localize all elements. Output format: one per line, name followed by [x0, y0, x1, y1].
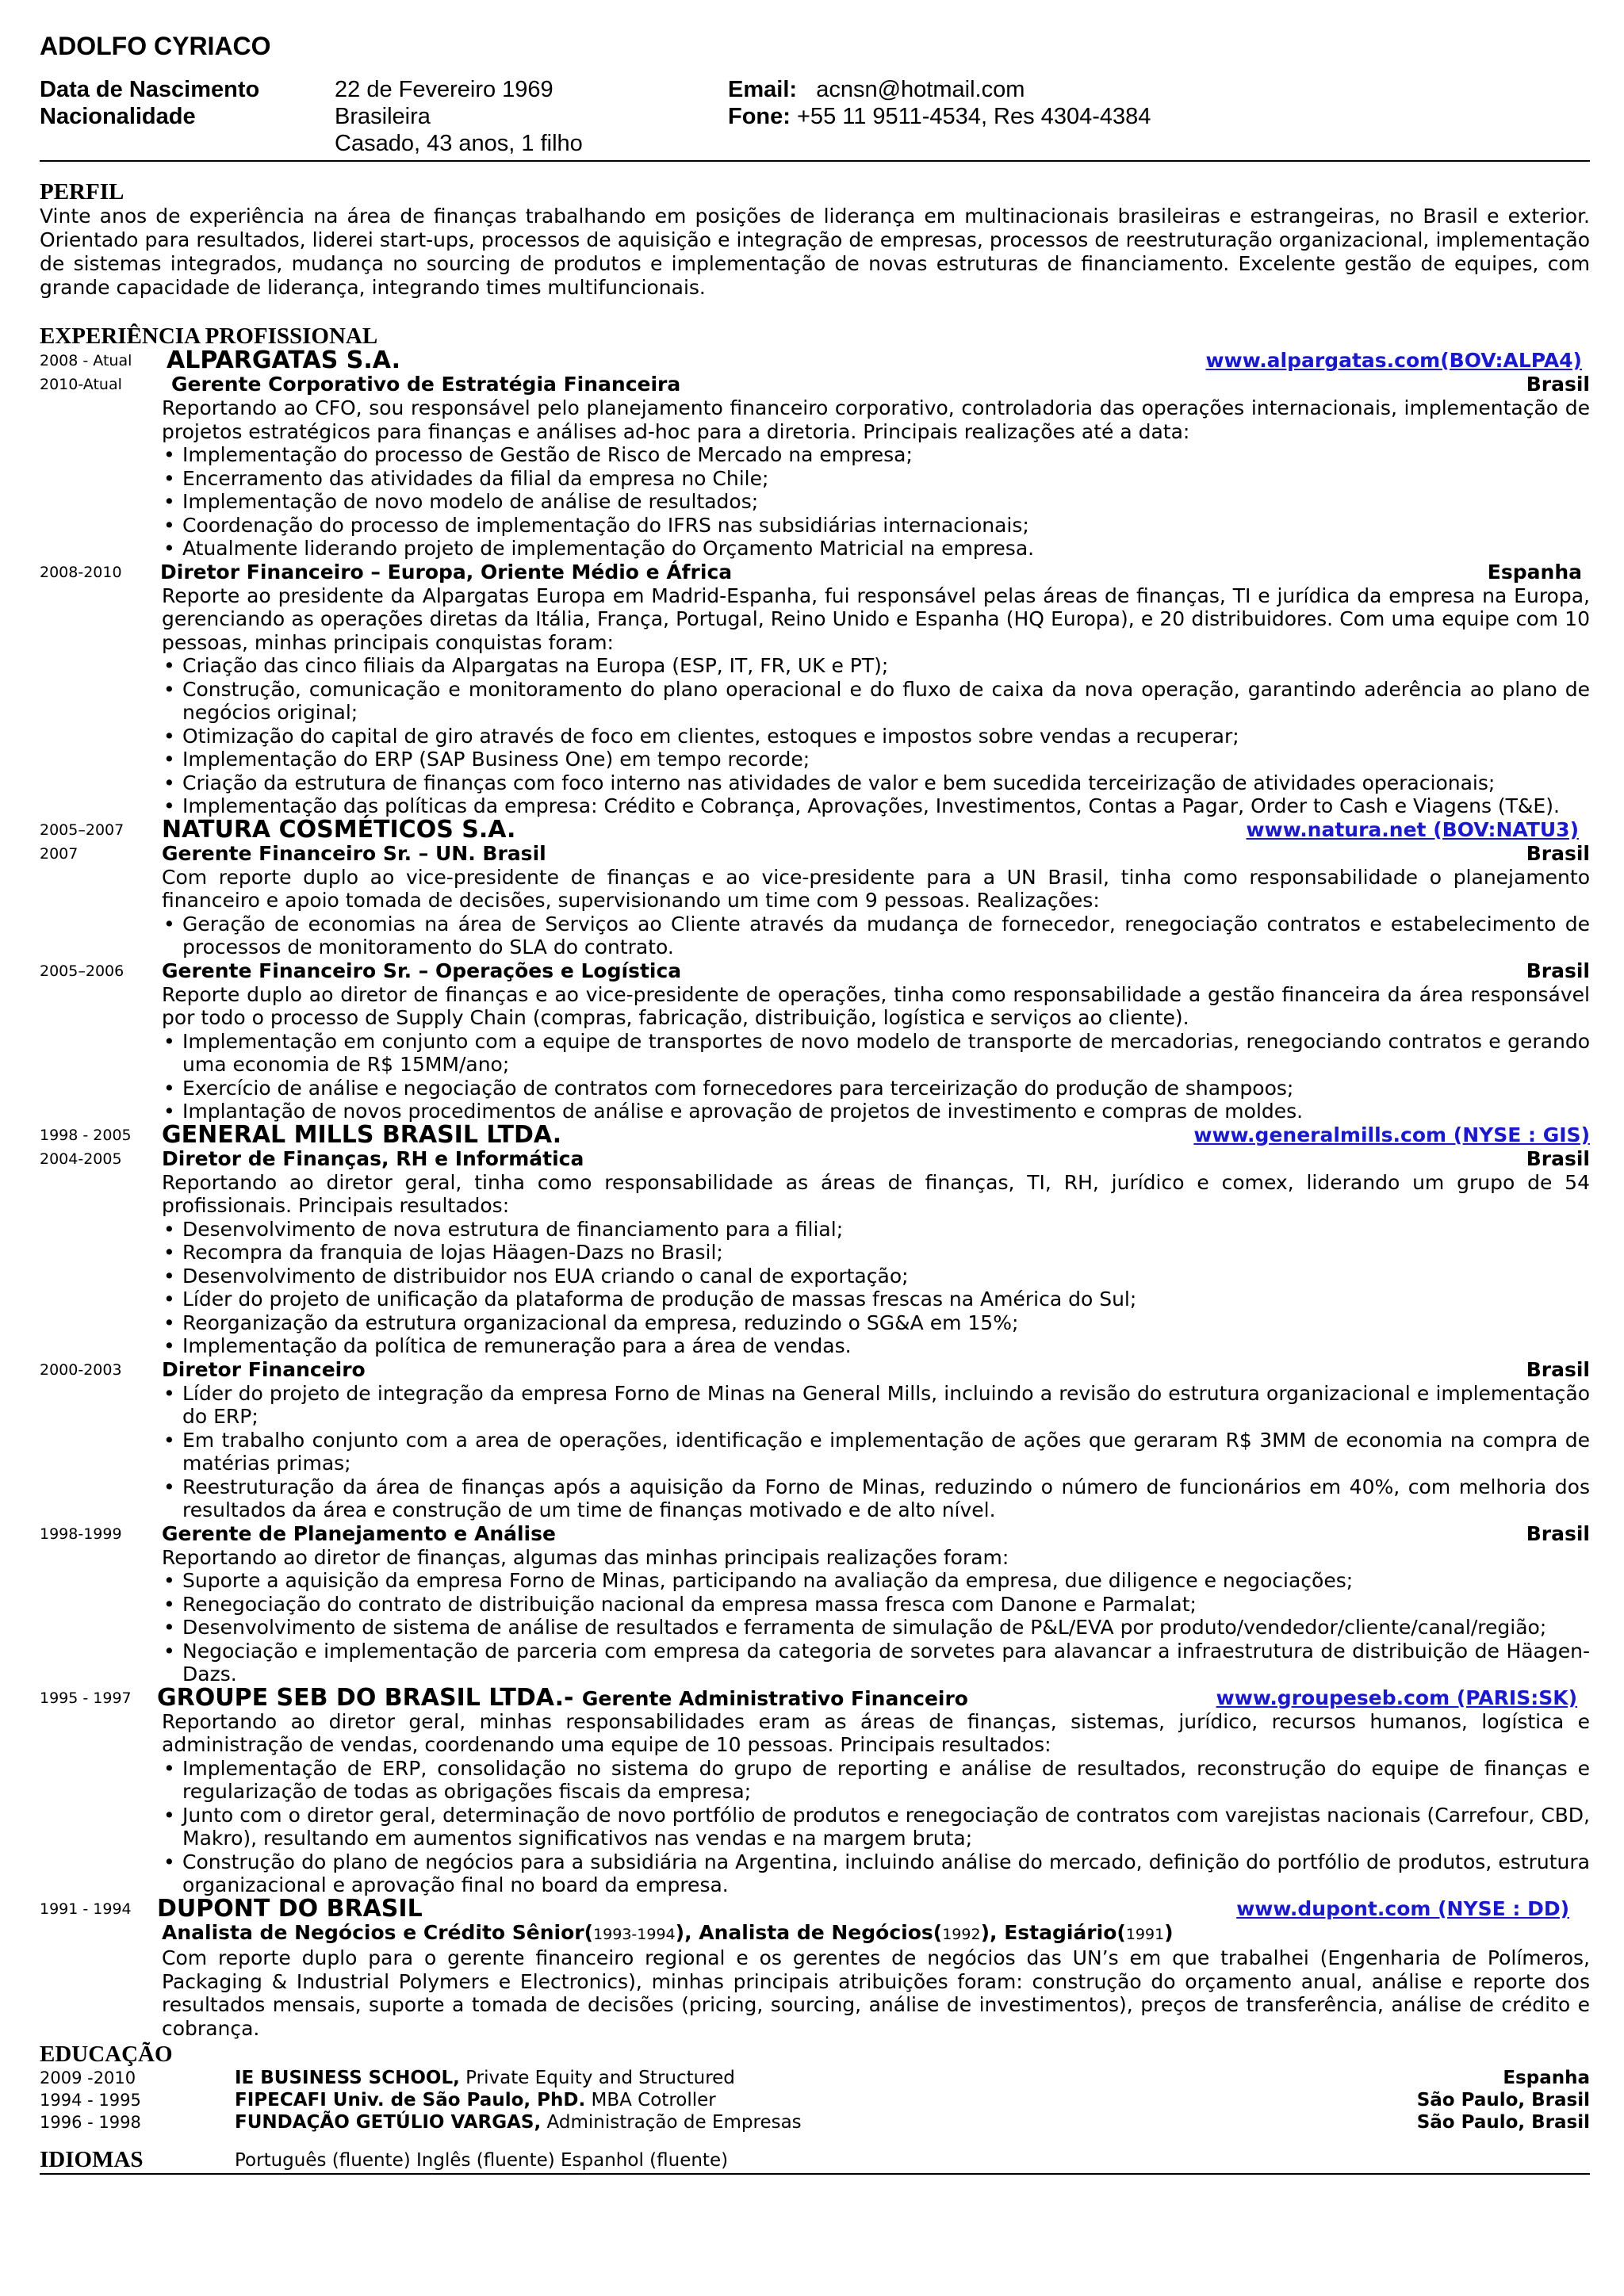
job-groupe-seb — [40, 1683, 1590, 1897]
list-item: • Criação da estrutura de finanças com foco interno nas atividades de valor e bem sucedida terceirização de atividades operacionais; — [162, 771, 1590, 795]
role-title: Diretor de Finanças, RH e Informática — [162, 1146, 584, 1170]
role-location: Brasil — [1526, 373, 1590, 396]
list-item: • Desenvolvimento de sistema de análise de resultados e ferramenta de simulação de P&L/EVA por produto/vendedor/cliente/canal/região; — [162, 1616, 1590, 1640]
civil-status: Casado, 43 anos, 1 filho — [335, 131, 583, 156]
experience-heading: EXPERIÊNCIA PROFISSIONAL — [40, 323, 378, 349]
list-item: • Em trabalho conjunto com a area de operações, identificação e implementação de ações que geraram R$ 3MM de economia na compra de matérias primas; — [162, 1429, 1590, 1475]
role-description: Reporte ao presidente da Alpargatas Europa em Madrid-Espanha, fui responsável pelas áreas de finanças, TI e jurídica da empresa na Europa, gerenciando as operações diretas da Itália, França, Portugal, Reino Unido e Espanha (HQ Europa), e 20 distribuidores. Com uma equipe com 10 pessoas, minhas principais conquistas foram: • Criação das cinco filiais da Alpargatas na Europa (ESP, IT, FR, UK e PT); • Construção, comunicação e monitoramento do plano operacional e do fluxo de caixa da nova operação, garantindo aderência ao plano de negócios original; • Otimização do capital de giro através de foco em clientes, estoques e impostos sobre vendas a recuperar; • Implementação do ERP (SAP Business One) em tempo recorde; • Criação da estrutura de finanças com foco interno nas atividades de valor e bem sucedida terceirização de atividades operacionais; • Implementação das políticas da empresa: Crédito e Cobrança, Aprovações, Investimentos, Contas a Pagar, Order to Cash e Viagens (T&E). — [162, 584, 1590, 818]
birth-value: 22 de Fevereiro 1969 — [335, 77, 553, 102]
role-description: Analista de Negócios e Crédito Sênior(1993-1994), Analista de Negócios(1992), Estagiário(1991) Com reporte duplo para o gerente financeiro regional e os gerentes de negócios das UN’s em que trabalhei (Engenharia de Polímeros, Packaging & Industrial Polymers e Electronics), minhas principais atribuições foram: construção do orçamento anual, análise e reporte dos resultados mensais, suporte a tomada de decisões (pricing, sourcing, análise de investimentos), preços de transferência, análise de crédito e cobrança. — [162, 1920, 1590, 2040]
role-description: Reporte duplo ao diretor de finanças e ao vice-presidente de operações, tinha como responsabilidade a gestão financeira da área responsável por todo o processo de Supply Chain (compras, fabricação, distribuição, logística e serviços ao cliente). • Implementação em conjunto com a equipe de transportes de novo modelo de transporte de mercadorias, renegociando contratos e gerando uma economia de R$ 15MM/ano; • Exercício de análise e negociação de contratos com fornecedores para terceirização do produção de shampoos; • Implantação de novos procedimentos de análise e aprovação de projetos de investimento e compras de moldes. — [162, 983, 1590, 1123]
company-link[interactable]: www.groupeseb.com (PARIS:SK) — [1216, 1686, 1577, 1709]
email-label: Email: — [728, 77, 798, 102]
achievements-list — [162, 913, 1590, 959]
role-title: Gerente Financeiro Sr. – UN. Brasil — [162, 841, 546, 865]
list-item: • Implementação de novo modelo de análise de resultados; — [162, 490, 1590, 514]
footer-divider — [40, 2173, 1590, 2175]
role-location: Brasil — [1526, 1146, 1590, 1170]
list-item: • Desenvolvimento de nova estrutura de financiamento para a filial; — [162, 1218, 1590, 1242]
role-description: Reportando ao CFO, sou responsável pelo planejamento financeiro corporativo, controladoria das operações internacionais, implementação de projetos estratégicos para finanças e análises ad-hoc para a diretoria. Principais realizações até a data: • Implementação do processo de Gestão de Risco de Mercado na empresa; • Encerramento das atividades da filial da empresa no Chile; • Implementação de novo modelo de análise de resultados; • Coordenação do processo de implementação do IFRS nas subsidiárias internacionais; • Atualmente liderando projeto de implementação do Orçamento Matricial na empresa. — [162, 396, 1590, 561]
role-description: Reportando ao diretor geral, tinha como responsabilidade as áreas de finanças, TI, RH, jurídico e comex, liderando um grupo de 54 profissionais. Principais resultados: • Desenvolvimento de nova estrutura de financiamento para a filial; • Recompra da franquia de lojas Häagen-Dazs no Brasil; • Desenvolvimento de distribuidor nos EUA criando o canal de exportação; • Líder do projeto de unificação da plataforma de produção de massas frescas na América do Sul; • Reorganização da estrutura organizacional da empresa, reduzindo o SG&A em 15%; • Implementação da política de remuneração para a área de vendas. — [162, 1171, 1590, 1358]
achievements-list — [162, 1757, 1590, 1897]
company-link[interactable]: www.dupont.com (NYSE : DD) — [1236, 1896, 1569, 1920]
candidate-name: ADOLFO CYRIACO — [40, 32, 271, 60]
nationality-value: Brasileira — [335, 104, 431, 129]
list-item: • Suporte a aquisição da empresa Forno de Minas, participando na avaliação da empresa, due diligence e negociações; — [162, 1569, 1590, 1593]
list-item: • Implementação do ERP (SAP Business One) em tempo recorde; — [162, 748, 1590, 771]
list-item: • Geração de economias na área de Serviços ao Cliente através da mudança de fornecedor, renegociação contratos e estabelecimento de processos de monitoramento do SLA do contrato. — [162, 913, 1590, 959]
list-item: • Renegociação do contrato de distribuição nacional da empresa massa fresca com Danone e Parmalat; — [162, 1593, 1590, 1617]
profile-text: Vinte anos de experiência na área de finanças trabalhando em posições de liderança em multinacionais brasileiras e estrangeiras, no Brasil e exterior. Orientado para resultados, liderei start-ups, processos de aquisição e integração de empresas, processos de reestruturação organizacional, implementação de sistemas integrados, mudança no sourcing de produtos e implementação de novas estruturas de financiamento. Excelente gestão de equipes, com grande capacidade de liderança, integrando times multifuncionais. — [40, 205, 1590, 299]
personal-values — [335, 76, 583, 157]
achievements-list — [162, 1030, 1590, 1123]
company-name: NATURA COSMÉTICOS S.A. — [162, 815, 516, 844]
role-description: Reportando ao diretor geral, minhas responsabilidades eram as áreas de finanças, sistemas, jurídico, recursos humanos, logística e administração de vendas, coordenando uma equipe de 10 pessoas. Principais resultados: • Implementação de ERP, consolidação no sistema do grupo de reporting e análise de resultados, reconstrução do equipe de finanças e regularização de todas as obrigações fiscais da empresa; • Junto com o diretor geral, determinação de novo portfólio de produtos e renegociação de contratos com varejistas nacionais (Carrefour, CBD, Makro), resultando em aumentos significativos nas vendas e na margem bruta; • Construção do plano de negócios para a subsidiária na Argentina, incluindo análise do mercado, definição do portfólio de produtos, estrutura organizacional e aprovação final no board da empresa. — [162, 1710, 1590, 1897]
company-years: 1995 - 1997 — [40, 1689, 132, 1707]
role-years: 2005–2006 — [40, 962, 124, 980]
role-title: Gerente de Planejamento e Análise — [162, 1521, 556, 1545]
company-link[interactable]: www.natura.net (BOV:NATU3) — [1246, 817, 1579, 841]
achievements-list — [162, 1382, 1590, 1522]
role-years: 2008-2010 — [40, 563, 122, 581]
list-item: • Exercício de análise e negociação de contratos com fornecedores para terceirização do produção de shampoos; — [162, 1077, 1590, 1100]
role-location: Brasil — [1526, 1357, 1590, 1381]
company-years: 2005–2007 — [40, 821, 124, 839]
education-location: Espanha — [1503, 2068, 1590, 2088]
role-title: Gerente Financeiro Sr. – Operações e Logística — [162, 959, 682, 982]
list-item: • Líder do projeto de integração da empresa Forno de Minas na General Mills, incluindo a revisão do estrutura organizacional e implementação do ERP; — [162, 1382, 1590, 1429]
course-name: MBA Cotroller — [585, 2090, 716, 2110]
birth-label: Data de Nascimento — [40, 77, 260, 102]
company-name: GENERAL MILLS BRASIL LTDA. — [162, 1120, 562, 1149]
phone-label: Fone: — [728, 104, 791, 129]
role-title: Analista de Negócios e Crédito Sênior(1993-1994), Analista de Negócios(1992), Estagiário(1991) — [162, 1920, 1174, 1944]
role-description: Reportando ao diretor de finanças, algumas das minhas principais realizações foram: • Suporte a aquisição da empresa Forno de Minas, participando na avaliação da empresa, due diligence e negociações; • Renegociação do contrato de distribuição nacional da empresa massa fresca com Danone e Parmalat; • Desenvolvimento de sistema de análise de resultados e ferramenta de simulação de P&L/EVA por produto/vendedor/cliente/canal/região; • Negociação e implementação de parceria com empresa da categoria de sorvetes para alavancar a infraestrutura de distribuição de Häagen-Dazs. — [162, 1546, 1590, 1686]
role-years: 2010-Atual — [40, 376, 122, 393]
company-link[interactable]: www.alpargatas.com(BOV:ALPA4) — [1205, 349, 1582, 372]
job-alpargatas — [40, 346, 1590, 818]
company-link[interactable]: www.generalmills.com (NYSE : GIS) — [1193, 1123, 1590, 1146]
achievements-list — [162, 443, 1590, 561]
role-title: Gerente Corporativo de Estratégia Financeira — [171, 373, 681, 396]
list-item: • Construção do plano de negócios para a subsidiária na Argentina, incluindo análise do mercado, definição do portfólio de produtos, estrutura organizacional e aprovação final no board da empresa. — [162, 1850, 1590, 1897]
education-row — [40, 2067, 1590, 2089]
job-natura — [40, 815, 1590, 1123]
role-description — [162, 1382, 1590, 1522]
education-row — [40, 2111, 1590, 2133]
profile-heading: PERFIL — [40, 179, 124, 205]
role-location: Brasil — [1526, 959, 1590, 982]
role-description: Com reporte duplo ao vice-presidente de finanças e ao vice-presidente para a UN Brasil, tinha como responsabilidade o planejamento financeiro e apoio tomada de decisões, supervisionando um time com 9 pessoas. Realizações: • Geração de economias na área de Serviços ao Cliente através da mudança de fornecedor, renegociação contratos e estabelecimento de processos de monitoramento do SLA do contrato. — [162, 866, 1590, 959]
list-item: • Implantação de novos procedimentos de análise e aprovação de projetos de investimento e compras de moldes. — [162, 1100, 1590, 1123]
achievements-list — [162, 1569, 1590, 1686]
list-item: • Negociação e implementação de parceria com empresa da categoria de sorvetes para alavancar a infraestrutura de distribuição de Häagen-Dazs. — [162, 1640, 1590, 1686]
achievements-list — [162, 654, 1590, 818]
role-years: 2007 — [40, 844, 79, 863]
role-location: Brasil — [1526, 841, 1590, 865]
company-years: 1991 - 1994 — [40, 1900, 132, 1918]
education-location: São Paulo, Brasil — [1416, 2090, 1590, 2110]
role-title: Diretor Financeiro – Europa, Oriente Médio e África — [160, 560, 733, 584]
list-item: • Reorganização da estrutura organizacional da empresa, reduzindo o SG&A em 15%; — [162, 1311, 1590, 1335]
email-value[interactable]: acnsn@hotmail.com — [816, 77, 1025, 102]
list-item: • Líder do projeto de unificação da plataforma de produção de massas frescas na América do Sul; — [162, 1288, 1590, 1311]
company-name: DUPONT DO BRASIL — [157, 1894, 423, 1923]
list-item: • Encerramento das atividades da filial da empresa no Chile; — [162, 467, 1590, 491]
list-item: • Construção, comunicação e monitoramento do plano operacional e do fluxo de caixa da nova operação, garantindo aderência ao plano de negócios original; — [162, 678, 1590, 725]
role-years: 1998-1999 — [40, 1525, 122, 1543]
list-item: • Criação das cinco filiais da Alpargatas na Europa (ESP, IT, FR, UK e PT); — [162, 654, 1590, 678]
education-location: São Paulo, Brasil — [1416, 2112, 1590, 2133]
job-dupont — [40, 1894, 1590, 2041]
company-name: GROUPE SEB DO BRASIL LTDA.- — [157, 1683, 574, 1712]
resume-page — [40, 29, 1590, 2175]
role-title: Gerente Administrativo Financeiro — [581, 1686, 968, 1710]
list-item: • Reestruturação da área de finanças após a aquisição da Forno de Minas, reduzindo o número de funcionários em 40%, com melhoria dos resultados da área e construção de um time de finanças motivado e de alto nível. — [162, 1475, 1590, 1522]
personal-labels — [40, 76, 259, 130]
list-item: • Implementação do processo de Gestão de Risco de Mercado na empresa; — [162, 443, 1590, 467]
education-heading: EDUCAÇÃO — [40, 2042, 173, 2067]
list-item: • Otimização do capital de giro através de foco em clientes, estoques e impostos sobre vendas a recuperar; — [162, 725, 1590, 748]
job-general-mills — [40, 1120, 1590, 1686]
list-item: • Implementação das políticas da empresa: Crédito e Cobrança, Aprovações, Investimentos, Contas a Pagar, Order to Cash e Viagens (T&E). — [162, 794, 1590, 818]
list-item: • Implementação da política de remuneração para a área de vendas. — [162, 1334, 1590, 1358]
school-name: FIPECAFI Univ. de São Paulo, PhD. — [235, 2090, 586, 2110]
languages-row — [40, 2146, 1590, 2173]
languages-heading: IDIOMAS — [40, 2147, 144, 2172]
list-item: • Implementação de ERP, consolidação no sistema do grupo de reporting e análise de resultados, reconstrução do equipe de finanças e regularização de todas as obrigações fiscais da empresa; — [162, 1757, 1590, 1804]
course-name: Private Equity and Structured — [459, 2068, 735, 2088]
list-item: • Coordenação do processo de implementação do IFRS nas subsidiárias internacionais; — [162, 514, 1590, 538]
company-years: 2008 - Atual — [40, 352, 132, 369]
role-location: Espanha — [1487, 560, 1582, 584]
languages-value: Português (fluente) Inglês (fluente) Espanhol (fluente) — [235, 2150, 729, 2171]
education-years: 1994 - 1995 — [40, 2091, 141, 2110]
course-name: Administração de Empresas — [541, 2112, 802, 2133]
personal-info — [40, 76, 1590, 159]
contact-info — [728, 76, 1151, 130]
list-item: • Desenvolvimento de distribuidor nos EUA criando o canal de exportação; — [162, 1265, 1590, 1288]
role-title: Diretor Financeiro — [162, 1357, 366, 1381]
school-name: IE BUSINESS SCHOOL, — [235, 2068, 460, 2088]
role-years: 2000-2003 — [40, 1360, 122, 1379]
achievements-list — [162, 1218, 1590, 1358]
list-item: • Junto com o diretor geral, determinação de novo portfólio de produtos e renegociação de contratos com varejistas nacionais (Carrefour, CBD, Makro), resultando em aumentos significativos nas vendas e na margem bruta; — [162, 1804, 1590, 1850]
education-years: 2009 -2010 — [40, 2068, 136, 2087]
education-row — [40, 2089, 1590, 2111]
phone-value: +55 11 9511-4534, Res 4304-4384 — [797, 104, 1151, 129]
list-item: • Atualmente liderando projeto de implementação do Orçamento Matricial na empresa. — [162, 537, 1590, 561]
list-item: • Implementação em conjunto com a equipe de transportes de novo modelo de transporte de mercadorias, renegociando contratos e gerando uma economia de R$ 15MM/ano; — [162, 1030, 1590, 1077]
nationality-label: Nacionalidade — [40, 104, 196, 129]
school-name: FUNDAÇÃO GETÚLIO VARGAS, — [235, 2112, 542, 2133]
education-years: 1996 - 1998 — [40, 2113, 141, 2132]
role-years: 2004-2005 — [40, 1150, 122, 1168]
company-years: 1998 - 2005 — [40, 1126, 132, 1144]
role-location: Brasil — [1526, 1521, 1590, 1545]
list-item: • Recompra da franquia de lojas Häagen-Dazs no Brasil; — [162, 1241, 1590, 1265]
company-name: ALPARGATAS S.A. — [167, 346, 400, 374]
